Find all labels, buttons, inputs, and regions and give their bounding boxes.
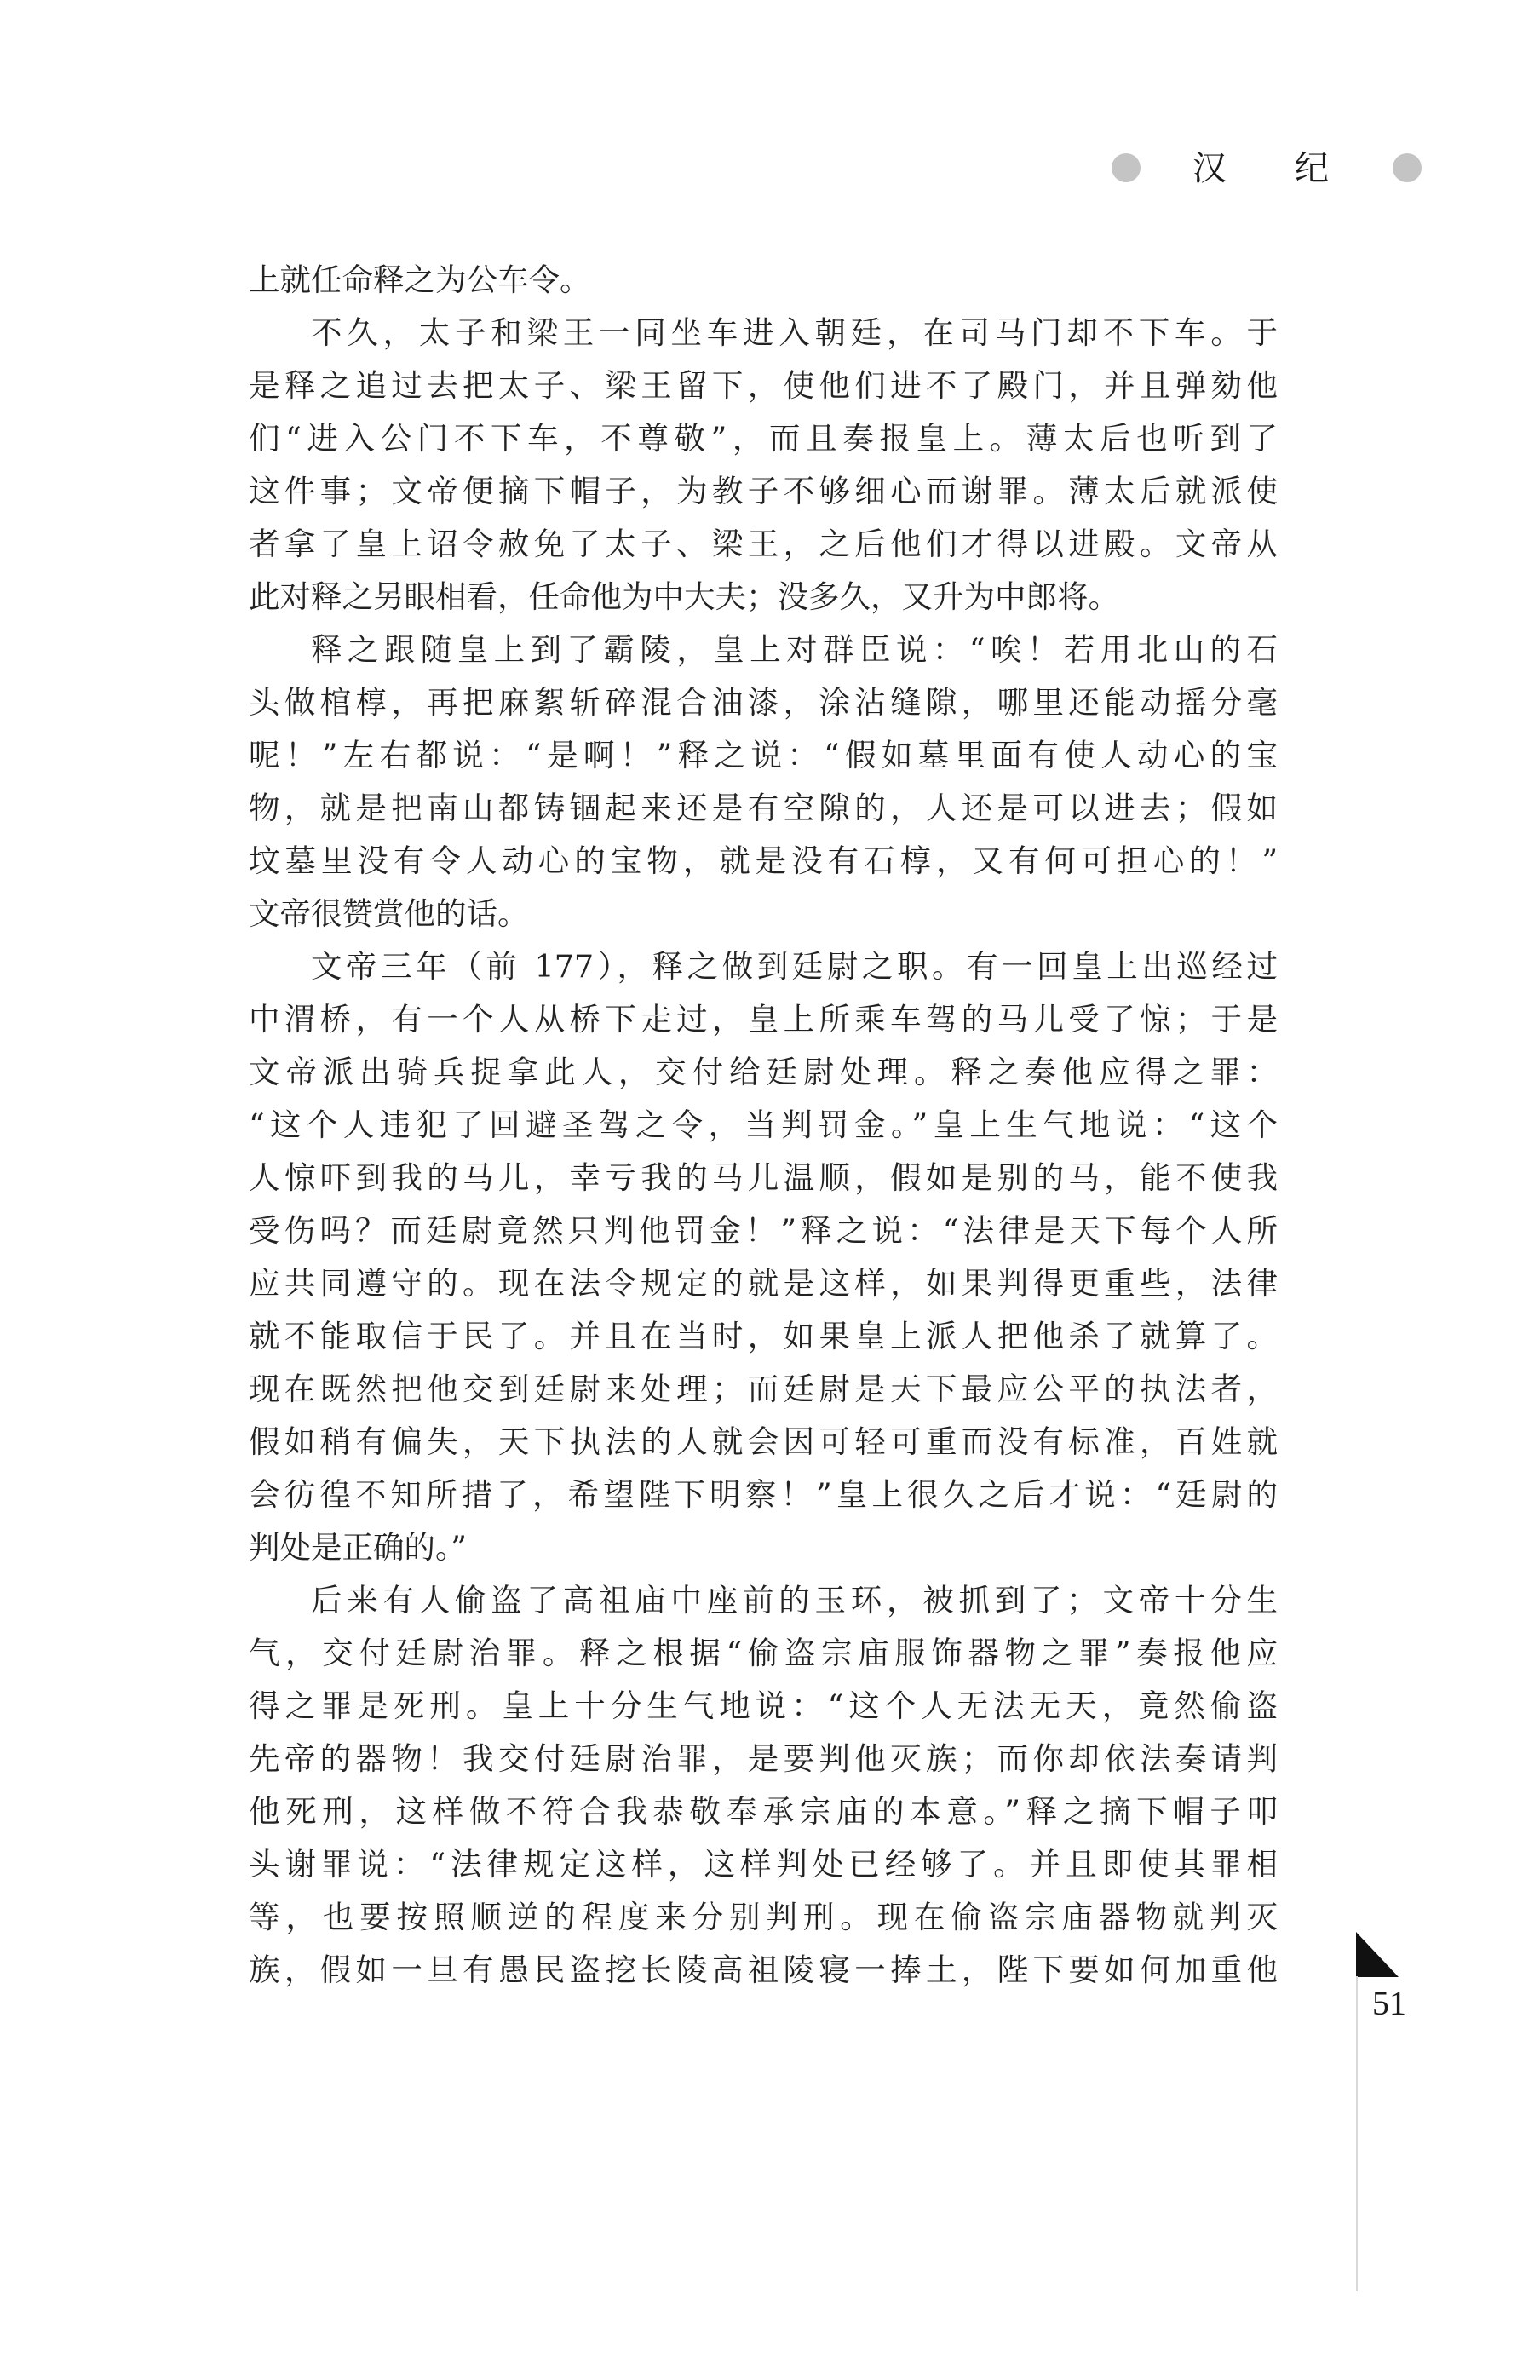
text-line: 此对释之另眼相看，任命他为中大夫；没多久，又升为中郎将。 — [249, 578, 1119, 615]
page-number: 51 — [1372, 1984, 1406, 2022]
text-line: 释之跟随皇上到了霸陵，皇上对群臣说：“唉！若用北山的石 — [311, 631, 1278, 668]
header-title-char-1: 汉 — [1192, 149, 1227, 188]
text-line: 假如稍有偏失，天下执法的人就会因可轻可重而没有标准，百姓就 — [249, 1423, 1278, 1460]
margin-rule — [1356, 1976, 1358, 2291]
page-body-text — [249, 254, 1278, 1997]
text-line: 气，交付廷尉治罪。释之根据“偷盗宗庙服饰器物之罪”奏报他应 — [249, 1635, 1278, 1671]
header-dot-right-icon — [1393, 153, 1422, 182]
text-line: 文帝很赞赏他的话。 — [249, 895, 529, 932]
text-line: 后来有人偷盗了高祖庙中座前的玉环，被抓到了；文帝十分生 — [311, 1582, 1278, 1618]
paragraph-2 — [249, 624, 1278, 940]
text-line: 文帝三年（前 177），释之做到廷尉之职。有一回皇上出巡经过 — [311, 948, 1278, 985]
text-line: 上就任命释之为公车令。 — [249, 262, 591, 298]
text-line: 者拿了皇上诏令赦免了太子、梁王，之后他们才得以进殿。文帝从 — [249, 526, 1278, 562]
text-line: 们“进入公门不下车，不尊敬”，而且奏报皇上。薄太后也听到了 — [249, 420, 1278, 457]
paragraph-1 — [249, 307, 1278, 624]
text-line: 呢！”左右都说：“是啊！”释之说：“假如墓里面有使人动心的宝 — [249, 737, 1278, 773]
text-line: 头做棺椁，再把麻絮斩碎混合油漆，涂沾缝隙，哪里还能动摇分毫 — [249, 684, 1278, 721]
text-line: 中渭桥，有一个人从桥下走过，皇上所乘车驾的马儿受了惊；于是 — [249, 1001, 1278, 1038]
text-line: 他死刑，这样做不符合我恭敬奉承宗庙的本意。”释之摘下帽子叩 — [249, 1793, 1278, 1830]
text-line: 这件事；文帝便摘下帽子，为教子不够细心而谢罪。薄太后就派使 — [249, 473, 1278, 509]
text-line: 等，也要按照顺逆的程度来分别判刑。现在偷盗宗庙器物就判灭 — [249, 1899, 1278, 1935]
page-corner-triangle-icon — [1356, 1932, 1399, 1977]
header-title-char-2: 纪 — [1295, 149, 1329, 188]
text-line: 会彷徨不知所措了，希望陛下明察！”皇上很久之后才说：“廷尉的 — [249, 1476, 1278, 1513]
text-line: 不久，太子和梁王一同坐车进入朝廷，在司马门却不下车。于 — [311, 314, 1278, 351]
text-line: 得之罪是死刑。皇上十分生气地说：“这个人无法无天，竟然偷盗 — [249, 1687, 1278, 1724]
text-line: 坟墓里没有令人动心的宝物，就是没有石椁，又有何可担心的！” — [249, 842, 1278, 879]
paragraph-0 — [249, 254, 1278, 307]
text-line: 族，假如一旦有愚民盗挖长陵高祖陵寝一捧土，陛下要如何加重他 — [249, 1952, 1278, 1988]
text-line: 人惊吓到我的马儿，幸亏我的马儿温顺，假如是别的马，能不使我 — [249, 1159, 1278, 1196]
text-line: 头谢罪说：“法律规定这样，这样判处已经够了。并且即使其罪相 — [249, 1846, 1278, 1883]
header-dot-left-icon — [1112, 153, 1141, 182]
text-line: 现在既然把他交到廷尉来处理；而廷尉是天下最应公平的执法者， — [249, 1371, 1278, 1407]
text-line: 判处是正确的。” — [249, 1529, 467, 1566]
text-line: 就不能取信于民了。并且在当时，如果皇上派人把他杀了就算了。 — [249, 1318, 1278, 1354]
text-line: 先帝的器物！我交付廷尉治罪，是要判他灭族；而你却依法奏请判 — [249, 1740, 1278, 1777]
text-line: 是释之追过去把太子、梁王留下，使他们进不了殿门，并且弹劾他 — [249, 367, 1278, 404]
text-line: “这个人违犯了回避圣驾之令，当判罚金。”皇上生气地说：“这个 — [249, 1107, 1278, 1143]
text-line: 物，就是把南山都铸锢起来还是有空隙的，人还是可以进去；假如 — [249, 790, 1278, 826]
text-line: 受伤吗？而廷尉竟然只判他罚金！”释之说：“法律是天下每个人所 — [249, 1212, 1278, 1249]
text-line: 文帝派出骑兵捉拿此人，交付给廷尉处理。释之奏他应得之罪： — [249, 1054, 1278, 1090]
text-line: 应共同遵守的。现在法令规定的就是这样，如果判得更重些，法律 — [249, 1265, 1278, 1302]
paragraph-4 — [249, 1574, 1278, 1997]
running-header — [1112, 145, 1422, 193]
paragraph-3 — [249, 940, 1278, 1574]
